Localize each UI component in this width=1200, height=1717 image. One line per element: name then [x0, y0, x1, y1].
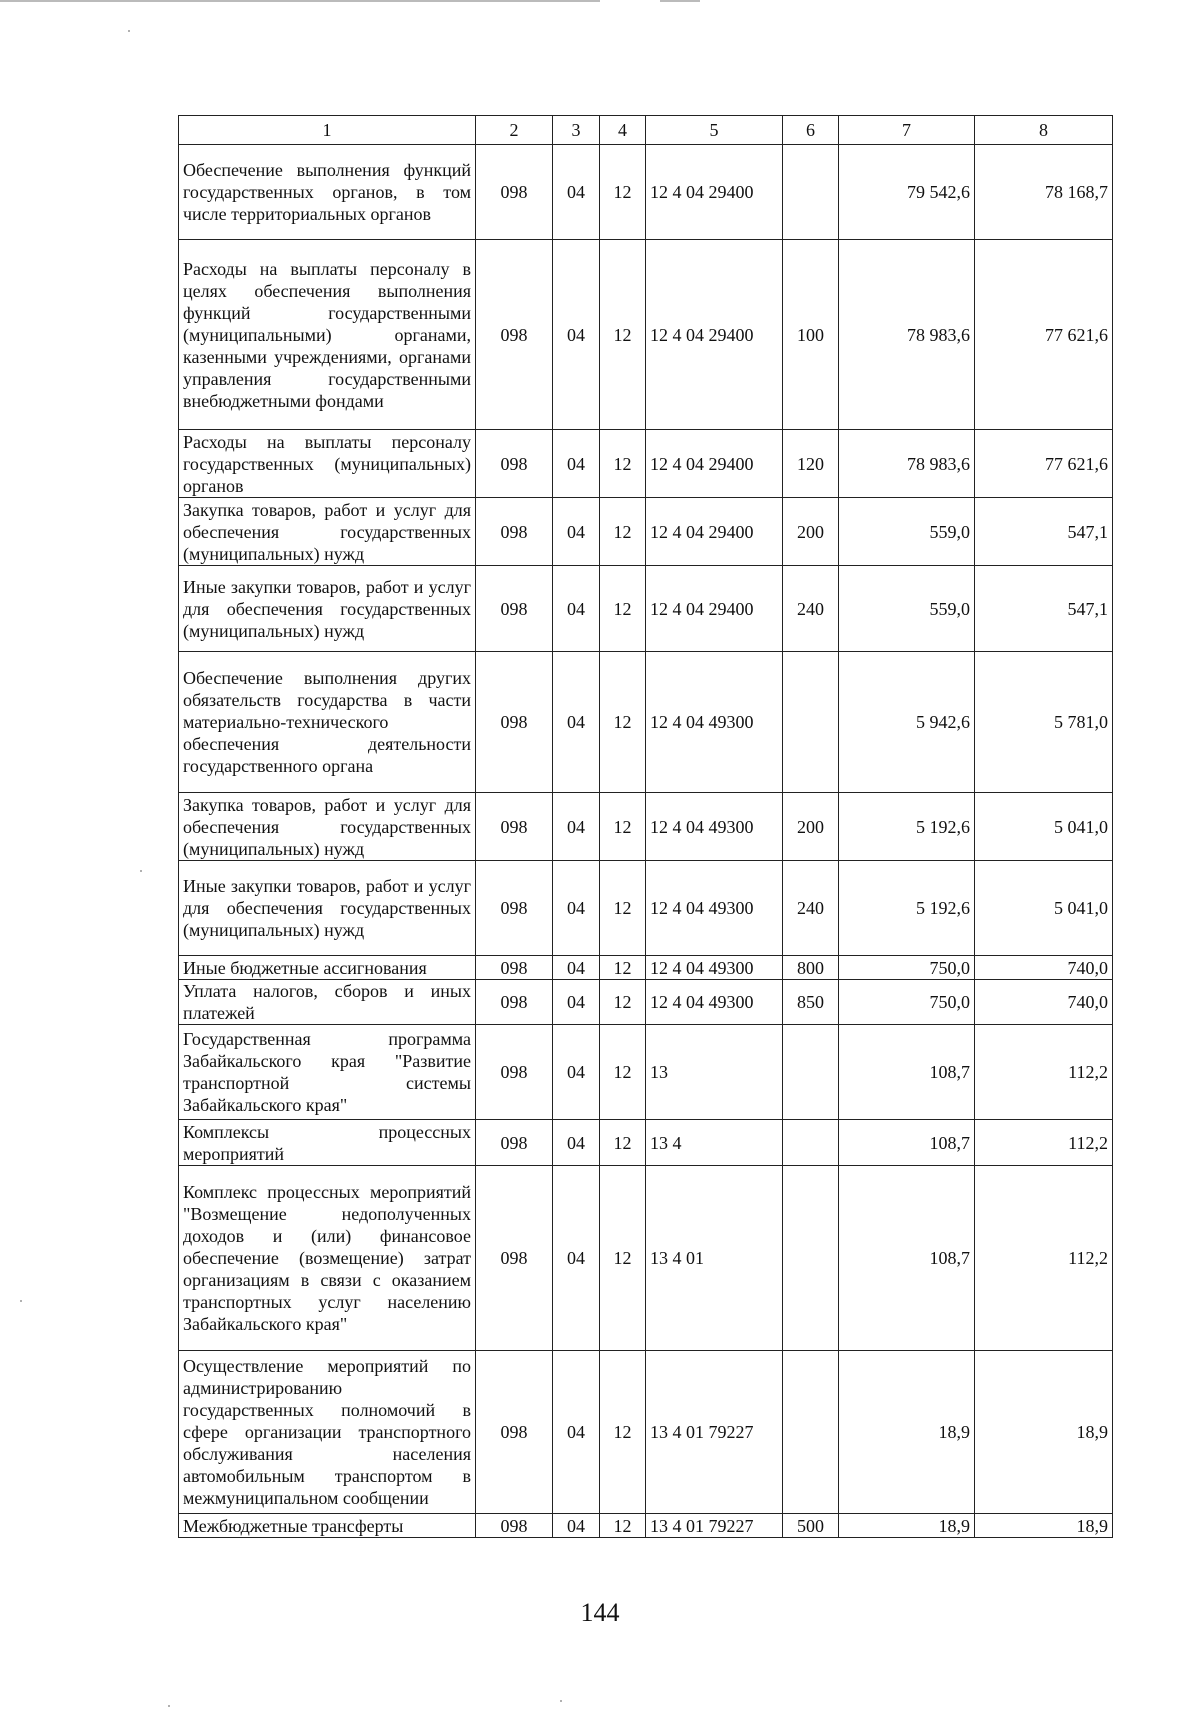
amount-7-cell: 559,0: [839, 566, 975, 652]
column-header: 8: [975, 116, 1113, 145]
amount-8-cell: 78 168,7: [975, 145, 1113, 240]
amount-8-cell: 547,1: [975, 498, 1113, 566]
row-name-cell: Государственная программа Забайкальского края "Развитие транспортной системы Забайкальского края": [179, 1025, 476, 1120]
row-name-cell: Комплекс процессных мероприятий "Возмещение недополученных доходов и (или) финансовое обеспечение (возмещение) затрат организациям в связи с оказанием транспортных услуг населению Забайкальского края": [179, 1166, 476, 1351]
target-article-cell: 12 4 04 29400: [646, 498, 783, 566]
amount-7-cell: 5 192,6: [839, 793, 975, 861]
row-name-cell: Осуществление мероприятий по администрированию государственных полномочий в сфере организации транспортного обслуживания населения автомобильным транспортом в межмуниципальном сообщении: [179, 1351, 476, 1514]
table-row: [179, 980, 1113, 1025]
amount-7-cell: 78 983,6: [839, 430, 975, 498]
target-article-cell: 12 4 04 29400: [646, 430, 783, 498]
column-header: 3: [553, 116, 600, 145]
expense-type-cell: [783, 1120, 839, 1166]
row-name-cell: Расходы на выплаты персоналу в целях обеспечения выполнения функций государственными (муниципальными) органами, казенными учреждениями, органами управления государственными внебюджетными фондами: [179, 240, 476, 430]
table-row: [179, 145, 1113, 240]
code-4-cell: 12: [600, 1166, 646, 1351]
amount-8-cell: 5 041,0: [975, 793, 1113, 861]
table-row: [179, 1166, 1113, 1351]
amount-7-cell: 108,7: [839, 1025, 975, 1120]
row-name-cell: Комплексы процессных мероприятий: [179, 1120, 476, 1166]
expense-type-cell: 800: [783, 956, 839, 980]
code-3-cell: 04: [553, 240, 600, 430]
table-row: [179, 652, 1113, 793]
amount-8-cell: 18,9: [975, 1351, 1113, 1514]
code-2-cell: 098: [476, 861, 553, 956]
scan-speck: [560, 1700, 562, 1702]
code-2-cell: 098: [476, 1166, 553, 1351]
code-2-cell: 098: [476, 240, 553, 430]
table-row: [179, 793, 1113, 861]
code-2-cell: 098: [476, 145, 553, 240]
row-name-cell: Иные закупки товаров, работ и услуг для обеспечения государственных (муниципальных) нужд: [179, 861, 476, 956]
column-header: 5: [646, 116, 783, 145]
expense-type-cell: [783, 145, 839, 240]
expense-type-cell: 850: [783, 980, 839, 1025]
table-body: [179, 145, 1113, 1538]
scan-edge-line: [660, 0, 700, 2]
budget-table: [178, 115, 1113, 1538]
table-row: [179, 1025, 1113, 1120]
amount-8-cell: 77 621,6: [975, 430, 1113, 498]
code-2-cell: 098: [476, 652, 553, 793]
row-name-cell: Межбюджетные трансферты: [179, 1514, 476, 1538]
amount-8-cell: 112,2: [975, 1120, 1113, 1166]
amount-7-cell: 5 192,6: [839, 861, 975, 956]
code-3-cell: 04: [553, 980, 600, 1025]
expense-type-cell: 200: [783, 793, 839, 861]
expense-type-cell: 240: [783, 861, 839, 956]
code-4-cell: 12: [600, 980, 646, 1025]
row-name-cell: Обеспечение выполнения функций государственных органов, в том числе территориальных органов: [179, 145, 476, 240]
table-row: [179, 1514, 1113, 1538]
amount-8-cell: 18,9: [975, 1514, 1113, 1538]
expense-type-cell: 500: [783, 1514, 839, 1538]
code-4-cell: 12: [600, 498, 646, 566]
code-3-cell: 04: [553, 861, 600, 956]
amount-7-cell: 18,9: [839, 1514, 975, 1538]
amount-8-cell: 740,0: [975, 956, 1113, 980]
table-row: [179, 498, 1113, 566]
target-article-cell: 13 4 01: [646, 1166, 783, 1351]
amount-8-cell: 5 041,0: [975, 861, 1113, 956]
code-4-cell: 12: [600, 956, 646, 980]
column-header: 7: [839, 116, 975, 145]
target-article-cell: 13 4 01 79227: [646, 1351, 783, 1514]
row-name-cell: Иные закупки товаров, работ и услуг для обеспечения государственных (муниципальных) нужд: [179, 566, 476, 652]
code-3-cell: 04: [553, 956, 600, 980]
scan-speck: [168, 1705, 170, 1707]
row-name-cell: Закупка товаров, работ и услуг для обеспечения государственных (муниципальных) нужд: [179, 793, 476, 861]
code-4-cell: 12: [600, 793, 646, 861]
expense-type-cell: [783, 652, 839, 793]
table-row: [179, 240, 1113, 430]
row-name-cell: Уплата налогов, сборов и иных платежей: [179, 980, 476, 1025]
table-row: [179, 1120, 1113, 1166]
amount-8-cell: 112,2: [975, 1025, 1113, 1120]
code-2-cell: 098: [476, 1120, 553, 1166]
amount-8-cell: 547,1: [975, 566, 1113, 652]
amount-8-cell: 112,2: [975, 1166, 1113, 1351]
code-4-cell: 12: [600, 240, 646, 430]
column-header: 2: [476, 116, 553, 145]
amount-7-cell: 79 542,6: [839, 145, 975, 240]
code-3-cell: 04: [553, 1351, 600, 1514]
table-row: [179, 956, 1113, 980]
target-article-cell: 12 4 04 29400: [646, 145, 783, 240]
table-row: [179, 430, 1113, 498]
column-header: 4: [600, 116, 646, 145]
amount-8-cell: 740,0: [975, 980, 1113, 1025]
code-3-cell: 04: [553, 652, 600, 793]
row-name-cell: Иные бюджетные ассигнования: [179, 956, 476, 980]
code-2-cell: 098: [476, 980, 553, 1025]
scan-speck: [140, 870, 142, 872]
header-row: [179, 116, 1113, 145]
amount-7-cell: 18,9: [839, 1351, 975, 1514]
amount-7-cell: 108,7: [839, 1166, 975, 1351]
code-3-cell: 04: [553, 793, 600, 861]
code-2-cell: 098: [476, 956, 553, 980]
expense-type-cell: 100: [783, 240, 839, 430]
code-2-cell: 098: [476, 1514, 553, 1538]
expense-type-cell: [783, 1351, 839, 1514]
code-4-cell: 12: [600, 652, 646, 793]
code-3-cell: 04: [553, 1120, 600, 1166]
amount-7-cell: 5 942,6: [839, 652, 975, 793]
amount-7-cell: 750,0: [839, 980, 975, 1025]
expense-type-cell: [783, 1166, 839, 1351]
target-article-cell: 12 4 04 29400: [646, 240, 783, 430]
code-3-cell: 04: [553, 430, 600, 498]
code-2-cell: 098: [476, 566, 553, 652]
target-article-cell: 13 4 01 79227: [646, 1514, 783, 1538]
code-2-cell: 098: [476, 1351, 553, 1514]
code-2-cell: 098: [476, 793, 553, 861]
table-row: [179, 566, 1113, 652]
amount-7-cell: 750,0: [839, 956, 975, 980]
code-3-cell: 04: [553, 498, 600, 566]
target-article-cell: 12 4 04 49300: [646, 861, 783, 956]
code-2-cell: 098: [476, 430, 553, 498]
row-name-cell: Расходы на выплаты персоналу государственных (муниципальных) органов: [179, 430, 476, 498]
amount-7-cell: 108,7: [839, 1120, 975, 1166]
code-2-cell: 098: [476, 1025, 553, 1120]
target-article-cell: 13 4: [646, 1120, 783, 1166]
expense-type-cell: [783, 1025, 839, 1120]
target-article-cell: 12 4 04 49300: [646, 956, 783, 980]
expense-type-cell: 120: [783, 430, 839, 498]
code-4-cell: 12: [600, 566, 646, 652]
scan-speck: [20, 1300, 22, 1302]
code-4-cell: 12: [600, 861, 646, 956]
target-article-cell: 12 4 04 29400: [646, 566, 783, 652]
table-row: [179, 861, 1113, 956]
amount-8-cell: 5 781,0: [975, 652, 1113, 793]
code-4-cell: 12: [600, 1120, 646, 1166]
code-3-cell: 04: [553, 1025, 600, 1120]
code-4-cell: 12: [600, 145, 646, 240]
amount-7-cell: 78 983,6: [839, 240, 975, 430]
code-4-cell: 12: [600, 1514, 646, 1538]
column-header: 6: [783, 116, 839, 145]
amount-7-cell: 559,0: [839, 498, 975, 566]
target-article-cell: 12 4 04 49300: [646, 652, 783, 793]
code-3-cell: 04: [553, 1514, 600, 1538]
row-name-cell: Закупка товаров, работ и услуг для обеспечения государственных (муниципальных) нужд: [179, 498, 476, 566]
code-3-cell: 04: [553, 566, 600, 652]
target-article-cell: 13: [646, 1025, 783, 1120]
code-4-cell: 12: [600, 1351, 646, 1514]
target-article-cell: 12 4 04 49300: [646, 980, 783, 1025]
target-article-cell: 12 4 04 49300: [646, 793, 783, 861]
table-row: [179, 1351, 1113, 1514]
code-3-cell: 04: [553, 1166, 600, 1351]
code-2-cell: 098: [476, 498, 553, 566]
row-name-cell: Обеспечение выполнения других обязательств государства в части материально-технического обеспечения деятельности государственного органа: [179, 652, 476, 793]
code-4-cell: 12: [600, 1025, 646, 1120]
code-3-cell: 04: [553, 145, 600, 240]
code-4-cell: 12: [600, 430, 646, 498]
expense-type-cell: 200: [783, 498, 839, 566]
amount-8-cell: 77 621,6: [975, 240, 1113, 430]
column-header: 1: [179, 116, 476, 145]
expense-type-cell: 240: [783, 566, 839, 652]
page-number: 144: [580, 1598, 620, 1627]
scan-edge-line: [0, 0, 600, 2]
scan-speck: [128, 30, 130, 32]
